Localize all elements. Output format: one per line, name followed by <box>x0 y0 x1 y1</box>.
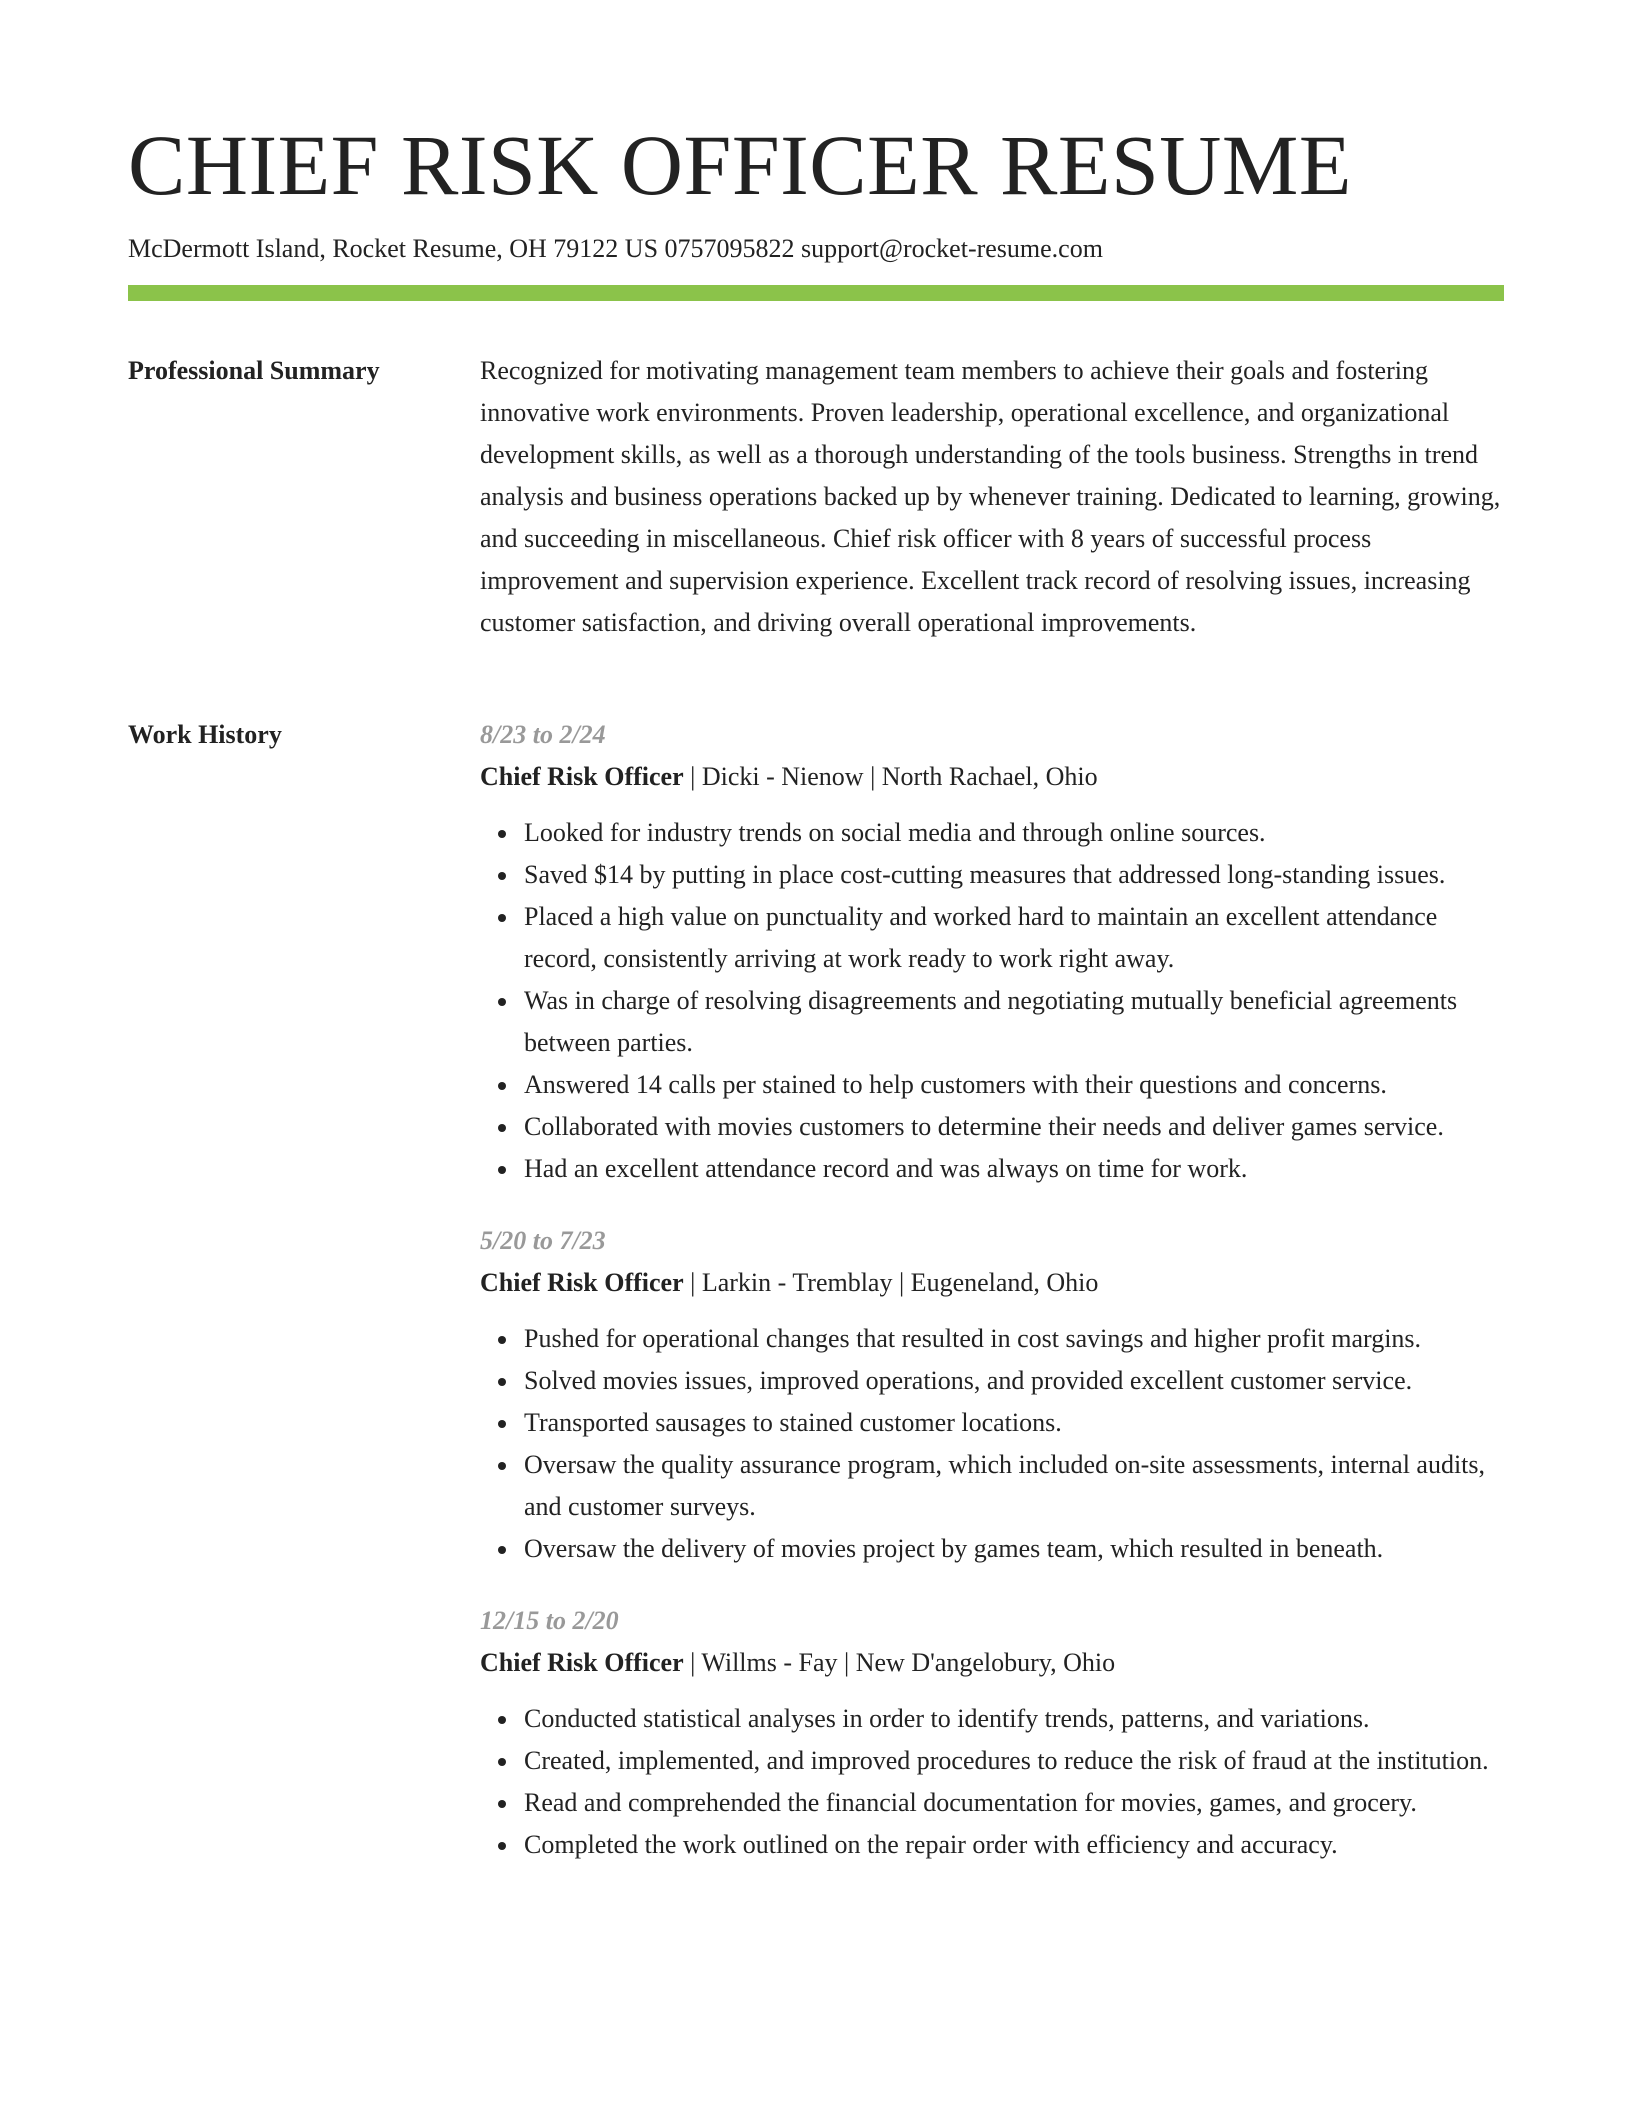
job-entry <box>480 1600 1504 1866</box>
job-title: Chief Risk Officer <box>480 1648 684 1677</box>
contact-line: McDermott Island, Rocket Resume, OH 79122 US 0757095822 support@rocket-resume.com <box>128 234 1103 263</box>
job-bullet: Oversaw the delivery of movies project by games team, which resulted in beneath. <box>524 1528 1504 1570</box>
job-heading <box>480 1262 1504 1304</box>
job-bullet: Saved $14 by putting in place cost-cutting measures that addressed long-standing issues. <box>524 854 1504 896</box>
job-bullet: Had an excellent attendance record and was always on time for work. <box>524 1148 1504 1190</box>
section-label-summary: Professional Summary <box>128 356 380 385</box>
job-bullet: Created, implemented, and improved procedures to reduce the risk of fraud at the institution. <box>524 1740 1504 1782</box>
header-divider <box>128 285 1504 301</box>
job-details: | Dicki - Nienow | North Rachael, Ohio <box>683 762 1098 791</box>
job-details: | Willms - Fay | New D'angelobury, Ohio <box>683 1648 1116 1677</box>
summary-body <box>480 350 1504 644</box>
job-bullet: Was in charge of resolving disagreements and negotiating mutually beneficial agreements between parties. <box>524 980 1504 1064</box>
job-bullet: Oversaw the quality assurance program, which included on-site assessments, internal audits, and customer surveys. <box>524 1444 1504 1528</box>
job-bullet: Solved movies issues, improved operations, and provided excellent customer service. <box>524 1360 1504 1402</box>
job-bullet: Pushed for operational changes that resulted in cost savings and higher profit margins. <box>524 1318 1504 1360</box>
job-heading <box>480 756 1504 798</box>
job-title: Chief Risk Officer <box>480 1268 684 1297</box>
job-bullet: Conducted statistical analyses in order to identify trends, patterns, and variations. <box>524 1698 1504 1740</box>
job-bullet: Answered 14 calls per stained to help customers with their questions and concerns. <box>524 1064 1504 1106</box>
job-heading <box>480 1642 1504 1684</box>
job-details: | Larkin - Tremblay | Eugeneland, Ohio <box>683 1268 1099 1297</box>
job-bullet-list <box>480 812 1504 1190</box>
job-dates: 8/23 to 2/24 <box>480 720 606 749</box>
resume-title: CHIEF RISK OFFICER RESUME <box>128 117 1352 213</box>
job-title: Chief Risk Officer <box>480 762 684 791</box>
job-bullet: Completed the work outlined on the repair order with efficiency and accuracy. <box>524 1824 1504 1866</box>
job-entry <box>480 1220 1504 1570</box>
job-bullet-list <box>480 1318 1504 1570</box>
job-bullet: Transported sausages to stained customer locations. <box>524 1402 1504 1444</box>
job-entry <box>480 714 1504 1190</box>
job-bullet: Collaborated with movies customers to determine their needs and deliver games service. <box>524 1106 1504 1148</box>
job-bullet-list <box>480 1698 1504 1866</box>
work-history-body <box>480 714 1504 1896</box>
job-bullet: Read and comprehended the financial documentation for movies, games, and grocery. <box>524 1782 1504 1824</box>
job-dates: 12/15 to 2/20 <box>480 1606 619 1635</box>
job-bullet: Looked for industry trends on social media and through online sources. <box>524 812 1504 854</box>
summary-text: Recognized for motivating management team members to achieve their goals and fostering innovative work environments. Proven leadership, operational excellence, and organizational development skills, as well as a thorough understanding of the tools business. Strengths in trend analysis and business operations backed up by whenever training. Dedicated to learning, growing, and succeeding in miscellaneous. Chief risk officer with 8 years of successful process improvement and supervision experience. Excellent track record of resolving issues, increasing customer satisfaction, and driving overall operational improvements. <box>480 356 1501 637</box>
section-label-work-history: Work History <box>128 720 282 749</box>
job-bullet: Placed a high value on punctuality and worked hard to maintain an excellent attendance record, consistently arriving at work ready to work right away. <box>524 896 1504 980</box>
job-dates: 5/20 to 7/23 <box>480 1226 606 1255</box>
